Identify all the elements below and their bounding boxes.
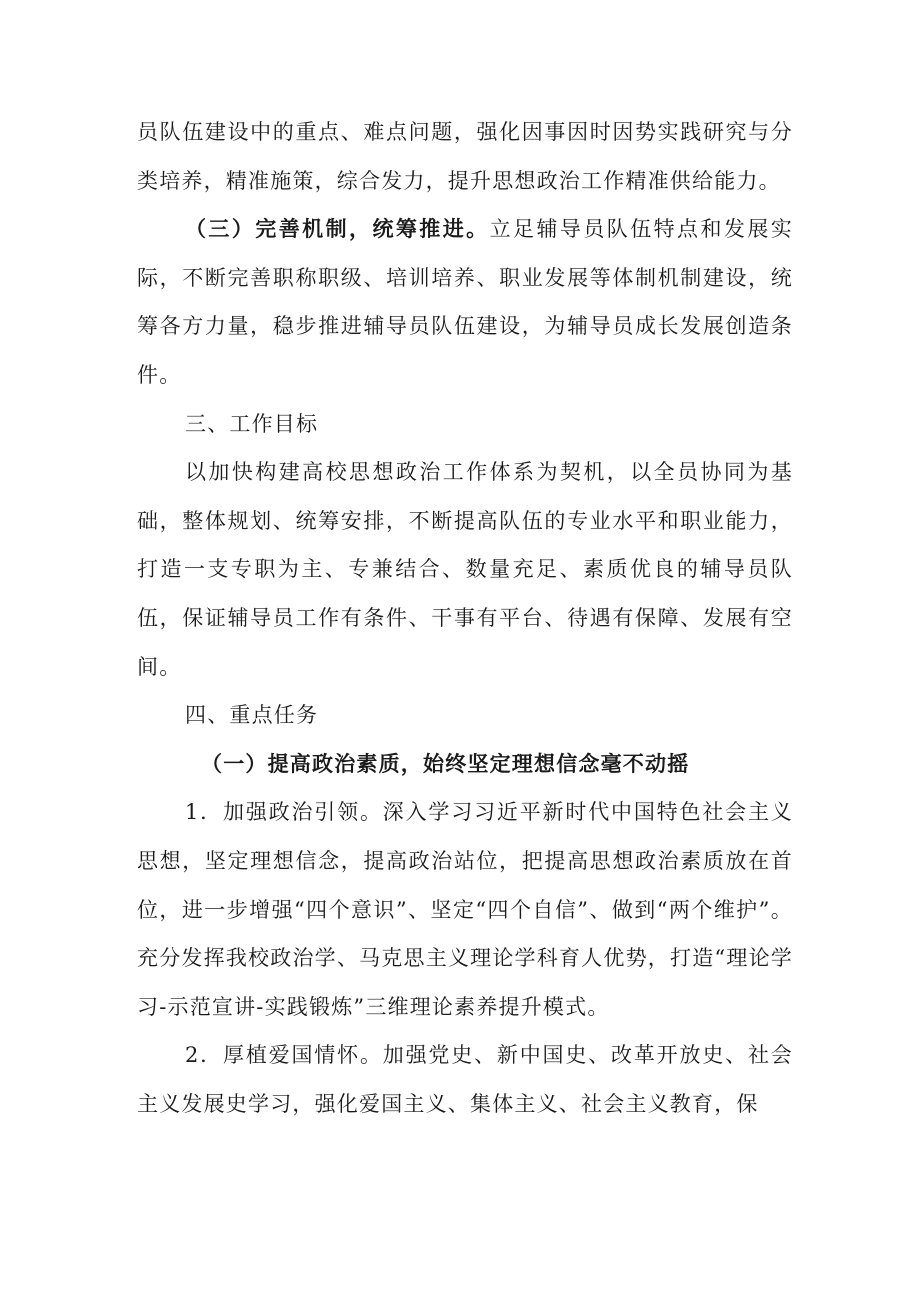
paragraph-text: 2．厚植爱国情怀。加强党史、新中国史、改革开放史、社会主义发展史学习，强化爱国主义、集体主义、社会主义教育，保 bbox=[137, 1043, 793, 1116]
paragraph-patriotism bbox=[137, 1031, 793, 1128]
paragraph-mechanism bbox=[137, 205, 793, 399]
paragraph-text: 以加快构建高校思想政治工作体系为契机，以全员协同为基础，整体规划、统筹安排，不断提高队伍的专业水平和职业能力，打造一支专职为主、专兼结合、数量充足、素质优良的辅导员队伍，保证辅导员工作有条件、干事有平台、待遇有保障、发展有空间。 bbox=[137, 460, 793, 679]
paragraph-continuation bbox=[137, 108, 793, 205]
document-body bbox=[137, 108, 793, 1128]
paragraph-text: 员队伍建设中的重点、难点问题，强化因事因时因势实践研究与分类培养，精准施策，综合发力，提升思想政治工作精准供给能力。 bbox=[137, 120, 793, 193]
paragraph-text: 立足辅导员队伍特点和发展实际，不断完善职称职级、培训培养、职业发展等体制机制建设，统筹各方力量，稳步推进辅导员队伍建设，为辅导员成长发展创造条件。 bbox=[137, 217, 793, 387]
section-heading-tasks: 四、重点任务 bbox=[185, 703, 319, 728]
paragraph-goals bbox=[137, 448, 793, 691]
subsection-heading-political: （一）提高政治素质，始终坚定理想信念毫不动摇 bbox=[201, 750, 690, 776]
paragraph-political-guidance bbox=[137, 788, 793, 1031]
paragraph-lead-bold: （三）完善机制，统筹推进。 bbox=[185, 216, 490, 242]
section-heading-goals: 三、工作目标 bbox=[185, 411, 319, 436]
paragraph-text: 1．加强政治引领。深入学习习近平新时代中国特色社会主义思想，坚定理想信念，提高政治站位，把提高思想政治素质放在首位，进一步增强“四个意识”、坚定“四个自信”、做到“两个维护”。充分发挥我校政治学、马克思主义理论学科育人优势，打造“理论学习-示范宣讲-实践锻炼”三维理论素养提升模式。 bbox=[137, 800, 793, 1019]
